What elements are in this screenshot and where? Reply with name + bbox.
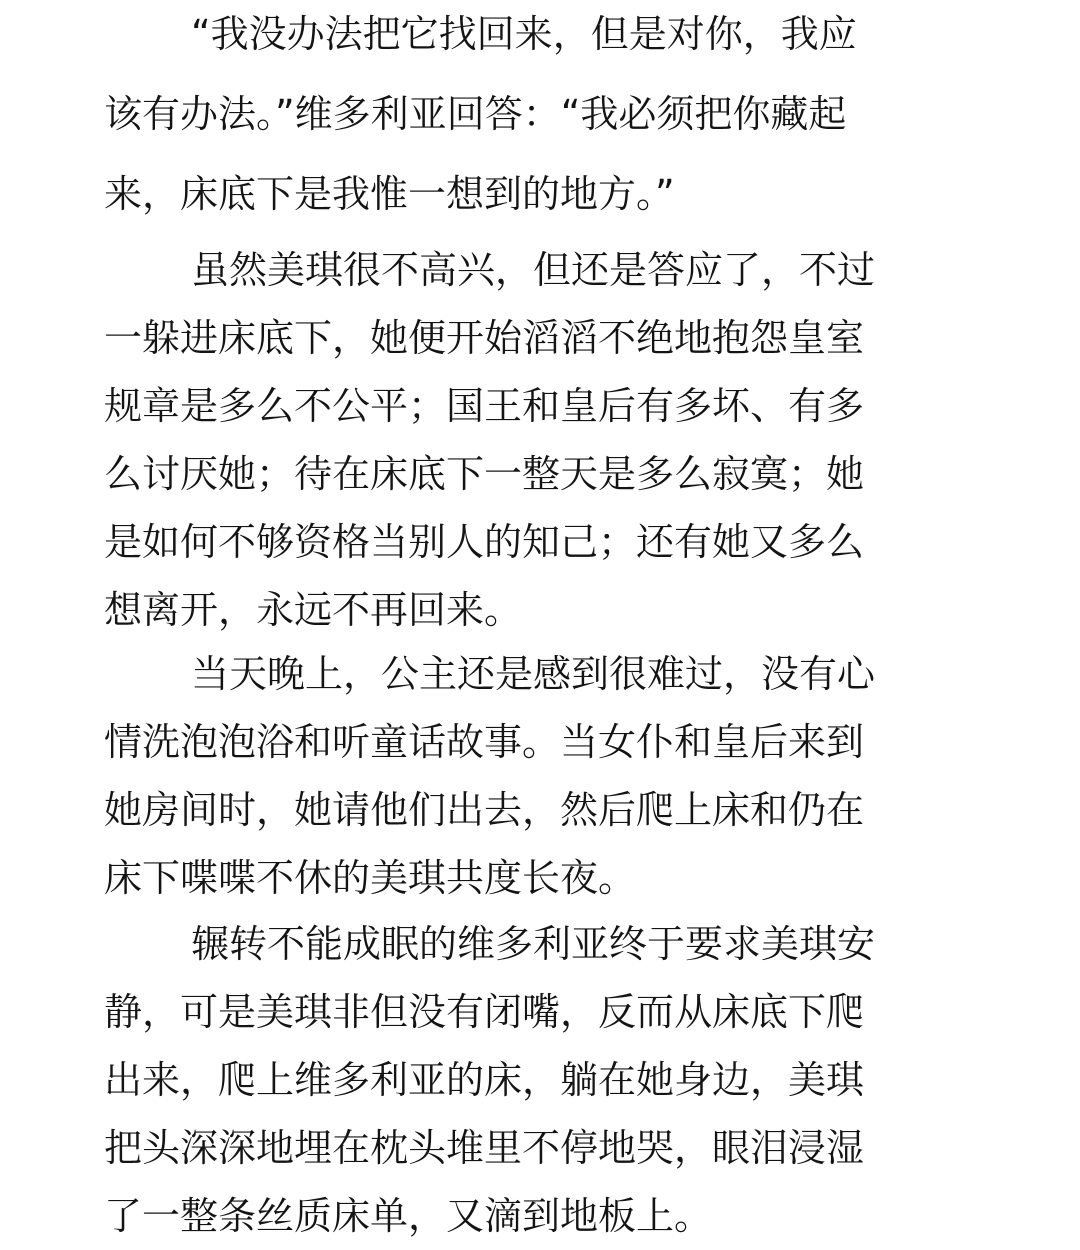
text-line: 她房间时，她请他们出去，然后爬上床和仍在 xyxy=(104,788,865,832)
text-line: 床下喋喋不休的美琪共度长夜。 xyxy=(104,856,637,900)
text-line: 规章是多么不公平；国王和皇后有多坏、有多 xyxy=(104,384,865,428)
text-line: 来，床底下是我惟一想到的地方。” xyxy=(104,172,675,216)
text-line: 是如何不够资格当别人的知己；还有她又多么 xyxy=(104,520,865,564)
paragraph xyxy=(104,640,875,912)
paragraph xyxy=(104,910,875,1250)
text-line: 该有办法。”维多利亚回答：“我必须把你藏起 xyxy=(104,92,847,136)
document-page xyxy=(104,0,984,1249)
text-line: 么讨厌她；待在床底下一整天是多么寂寞；她 xyxy=(104,452,865,496)
text-line: 虽然美琪很不高兴，但还是答应了，不过 xyxy=(191,248,876,292)
paragraph xyxy=(104,0,857,228)
text-line: “我没办法把它找回来，但是对你，我应 xyxy=(191,12,857,56)
text-line: 了一整条丝质床单，又滴到地板上。 xyxy=(104,1194,713,1238)
text-line: 当天晚上，公主还是感到很难过，没有心 xyxy=(191,652,876,696)
text-line: 想离开，永远不再回来。 xyxy=(104,588,523,632)
text-line: 情洗泡泡浴和听童话故事。当女仆和皇后来到 xyxy=(104,720,865,764)
text-line: 出来，爬上维多利亚的床，躺在她身边，美琪 xyxy=(104,1058,865,1102)
text-line: 把头深深地埋在枕头堆里不停地哭，眼泪浸湿 xyxy=(104,1126,865,1170)
paragraph xyxy=(104,236,875,644)
text-line: 一躲进床底下，她便开始滔滔不绝地抱怨皇室 xyxy=(104,316,865,360)
text-line: 静，可是美琪非但没有闭嘴，反而从床底下爬 xyxy=(104,990,865,1034)
text-line: 辗转不能成眠的维多利亚终于要求美琪安 xyxy=(191,922,876,966)
